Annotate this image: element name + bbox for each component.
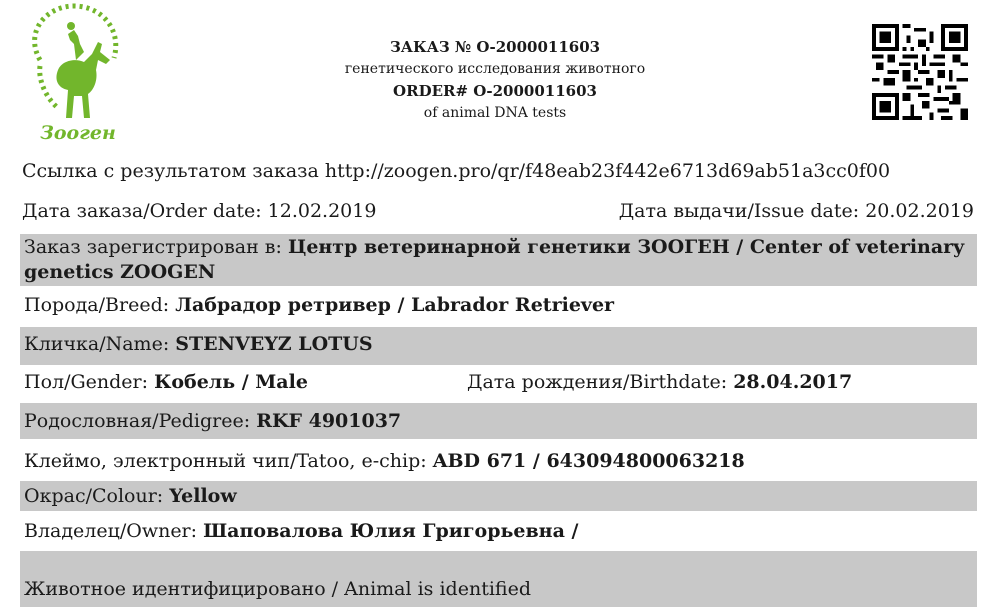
subtitle-en: of animal DNA tests — [423, 105, 567, 121]
result-link-label: Ссылка с результатом заказа — [22, 160, 319, 182]
result-link-url[interactable]: http://zoogen.pro/qr/f48eab23f442e6713d69ab51a3cc0f00 — [324, 160, 891, 182]
breed-row — [20, 293, 977, 321]
issue-date — [619, 199, 974, 224]
result-link-line — [22, 159, 890, 184]
name-value: STENVEYZ LOTUS — [175, 333, 373, 355]
registered-row — [20, 234, 977, 286]
colour-label: Окрас/Colour: — [24, 485, 164, 507]
breed-label: Порода/Breed: — [24, 294, 170, 316]
pedigree-value: RKF 4901037 — [256, 410, 402, 432]
name-row — [20, 327, 977, 365]
identified-text: Животное идентифицировано / Animal is identified — [24, 578, 531, 600]
registered-value: Центр ветеринарной генетики ЗООГЕН / Center of veterinary genetics ZOOGEN — [24, 236, 965, 283]
birthdate-value: 28.04.2017 — [733, 371, 853, 393]
issue-date-label: Дата выдачи/Issue date: — [618, 200, 860, 222]
birthdate-label: Дата рождения/Birthdate: — [467, 371, 728, 393]
colour-row — [20, 481, 977, 511]
pedigree-label: Родословная/Pedigree: — [24, 410, 251, 432]
order-date-value: 12.02.2019 — [267, 200, 377, 222]
owner-row — [20, 519, 977, 547]
name-label: Кличка/Name: — [24, 333, 170, 355]
gender-value: Кобель / Male — [154, 371, 308, 393]
identified-row — [20, 551, 977, 607]
chip-row — [20, 449, 977, 477]
gender-label: Пол/Gender: — [24, 371, 149, 393]
chip-value: ABD 671 / 643094800063218 — [432, 450, 745, 472]
registered-label: Заказ зарегистрирован в: — [24, 236, 282, 258]
document-header — [280, 36, 710, 124]
order-date-label: Дата заказа/Order date: — [22, 200, 262, 222]
birthdate — [467, 370, 852, 395]
colour-value: Yellow — [169, 485, 237, 507]
gender-row — [20, 370, 977, 398]
order-date — [22, 199, 376, 224]
owner-value: Шаповалова Юлия Григорьевна / — [203, 520, 579, 542]
logo-text: Зооген — [40, 122, 116, 144]
issue-date-value: 20.02.2019 — [865, 200, 974, 222]
owner-label: Владелец/Owner: — [24, 520, 198, 542]
order-number-en: ORDER# О-2000011603 — [393, 82, 597, 100]
subtitle-ru: генетического исследования животного — [344, 61, 646, 77]
qr-code — [872, 24, 968, 120]
chip-label: Клеймо, электронный чип/Tatoo, e-chip: — [24, 450, 427, 472]
pedigree-row — [20, 403, 977, 439]
breed-value: Лабрадор ретривер / Labrador Retriever — [175, 294, 615, 316]
order-number-ru: ЗАКАЗ № О-2000011603 — [389, 38, 601, 56]
